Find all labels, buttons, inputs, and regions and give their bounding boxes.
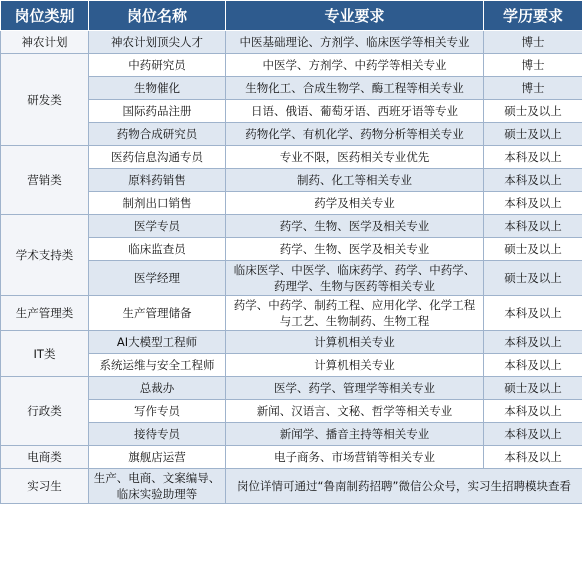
position-cell: 旗舰店运营: [89, 446, 226, 469]
education-cell: 硕士及以上: [484, 261, 582, 296]
major-cell: 新闻学、播音主持等相关专业: [226, 423, 484, 446]
major-cell: 药学、生物、医学及相关专业: [226, 215, 484, 238]
education-cell: 硕士及以上: [484, 377, 582, 400]
header-major: 专业要求: [226, 1, 484, 31]
table-row: [1, 215, 582, 238]
position-cell: 临床监查员: [89, 238, 226, 261]
major-cell: 计算机相关专业: [226, 354, 484, 377]
position-cell: AI大模型工程师: [89, 331, 226, 354]
education-cell: 本科及以上: [484, 215, 582, 238]
education-cell: 本科及以上: [484, 354, 582, 377]
table-row: [1, 100, 582, 123]
major-cell: 中医基础理论、方剂学、临床医学等相关专业: [226, 31, 484, 54]
table-row: [1, 169, 582, 192]
position-cell: 系统运维与安全工程师: [89, 354, 226, 377]
position-cell: 写作专员: [89, 400, 226, 423]
position-cell: 原料药销售: [89, 169, 226, 192]
category-cell: 生产管理类: [1, 296, 89, 331]
education-cell: 硕士及以上: [484, 100, 582, 123]
category-cell: 营销类: [1, 146, 89, 215]
table-row: [1, 377, 582, 400]
major-cell: 新闻、汉语言、文秘、哲学等相关专业: [226, 400, 484, 423]
table-row: [1, 400, 582, 423]
education-cell: 本科及以上: [484, 296, 582, 331]
major-cell: 药学、生物、医学及相关专业: [226, 238, 484, 261]
category-cell: 电商类: [1, 446, 89, 469]
table-row: [1, 469, 582, 504]
header-row: [1, 1, 582, 31]
table-row: [1, 77, 582, 100]
table-row: [1, 331, 582, 354]
position-cell: 生物催化: [89, 77, 226, 100]
major-cell: 日语、俄语、葡萄牙语、西班牙语等专业: [226, 100, 484, 123]
table-row: [1, 446, 582, 469]
category-cell: 实习生: [1, 469, 89, 504]
education-cell: 博士: [484, 54, 582, 77]
table-row: [1, 423, 582, 446]
position-cell: 生产管理储备: [89, 296, 226, 331]
position-cell: 总裁办: [89, 377, 226, 400]
position-cell: 国际药品注册: [89, 100, 226, 123]
category-cell: 研发类: [1, 54, 89, 146]
table-row: [1, 54, 582, 77]
table-row: [1, 296, 582, 331]
position-cell: 制剂出口销售: [89, 192, 226, 215]
position-cell: 医学经理: [89, 261, 226, 296]
category-cell: 神农计划: [1, 31, 89, 54]
intern-note-cell: 岗位详情可通过“鲁南制药招聘”微信公众号，实习生招聘模块查看: [226, 469, 582, 504]
education-cell: 本科及以上: [484, 146, 582, 169]
major-cell: 临床医学、中医学、临床药学、药学、中药学、药理学、生物与医药等相关专业: [226, 261, 484, 296]
major-cell: 电子商务、市场营销等相关专业: [226, 446, 484, 469]
education-cell: 硕士及以上: [484, 238, 582, 261]
major-cell: 药学、中药学、制药工程、应用化学、化学工程与工艺、生物制药、生物工程: [226, 296, 484, 331]
position-cell: 生产、电商、文案编导、临床实验助理等: [89, 469, 226, 504]
table-row: [1, 354, 582, 377]
position-cell: 医学专员: [89, 215, 226, 238]
position-cell: 接待专员: [89, 423, 226, 446]
position-cell: 神农计划顶尖人才: [89, 31, 226, 54]
education-cell: 本科及以上: [484, 423, 582, 446]
major-cell: 制药、化工等相关专业: [226, 169, 484, 192]
education-cell: 硕士及以上: [484, 123, 582, 146]
education-cell: 本科及以上: [484, 169, 582, 192]
header-position: 岗位名称: [89, 1, 226, 31]
education-cell: 本科及以上: [484, 192, 582, 215]
position-cell: 药物合成研究员: [89, 123, 226, 146]
table-row: [1, 31, 582, 54]
table-row: [1, 146, 582, 169]
major-cell: 生物化工、合成生物学、酶工程等相关专业: [226, 77, 484, 100]
category-cell: IT类: [1, 331, 89, 377]
header-category: 岗位类别: [1, 1, 89, 31]
major-cell: 专业不限，医药相关专业优先: [226, 146, 484, 169]
education-cell: 博士: [484, 77, 582, 100]
education-cell: 本科及以上: [484, 400, 582, 423]
table-row: [1, 238, 582, 261]
table-row: [1, 261, 582, 296]
position-cell: 中药研究员: [89, 54, 226, 77]
major-cell: 药物化学、有机化学、药物分析等相关专业: [226, 123, 484, 146]
position-cell: 医药信息沟通专员: [89, 146, 226, 169]
major-cell: 计算机相关专业: [226, 331, 484, 354]
major-cell: 中医学、方剂学、中药学等相关专业: [226, 54, 484, 77]
table-row: [1, 123, 582, 146]
education-cell: 本科及以上: [484, 331, 582, 354]
category-cell: 学术支持类: [1, 215, 89, 296]
education-cell: 本科及以上: [484, 446, 582, 469]
header-education: 学历要求: [484, 1, 582, 31]
major-cell: 医学、药学、管理学等相关专业: [226, 377, 484, 400]
major-cell: 药学及相关专业: [226, 192, 484, 215]
education-cell: 博士: [484, 31, 582, 54]
table-row: [1, 192, 582, 215]
category-cell: 行政类: [1, 377, 89, 446]
